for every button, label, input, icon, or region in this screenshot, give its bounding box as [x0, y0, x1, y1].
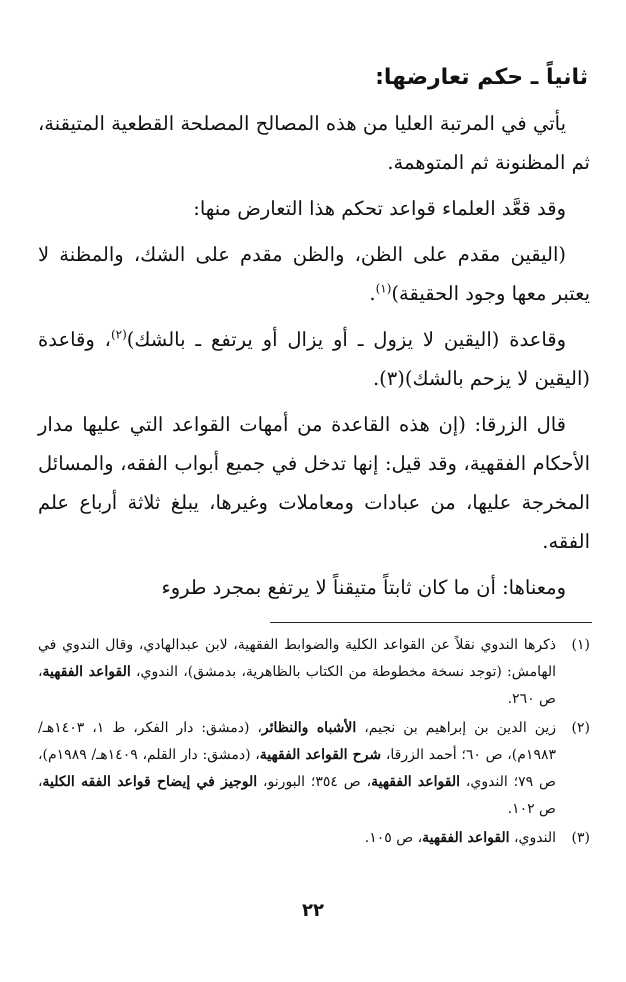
- footnote-number: (٣): [571, 830, 590, 846]
- footnote-2: [38, 715, 590, 823]
- section-heading: ثانياً ـ حكم تعارضها:: [375, 65, 588, 90]
- paragraph-1: يأتي في المرتبة العليا من هذه المصالح المصلحة القطعية المتيقنة، ثم المظنونة ثم المتوهمة.: [38, 112, 590, 174]
- paragraph-2: وقد قعَّد العلماء قواعد تحكم هذا التعارض منها:: [193, 197, 566, 220]
- footnote-number: (٢): [571, 720, 590, 736]
- footnote-ref-2: (٢): [110, 327, 127, 342]
- footnote-divider: [270, 622, 592, 623]
- footnote-text: الندوي، القواعد الفقهية، ص ١٠٥.: [364, 830, 556, 846]
- footnotes: [38, 632, 590, 854]
- footnote-text: ذكرها الندوي نقلاً عن القواعد الكلية والضوابط الفقهية، لابن عبدالهادي، وقال الندوي في الهامش: (توجد نسخة مخطوطة من الكتاب بالظاهرية، بدمشق)، الندوي، القواعد الفقهية، ص ٢٦٠.: [38, 637, 556, 707]
- paragraph-5: قال الزرقا: (إن هذه القاعدة من أمهات القواعد التي عليها مدار الأحكام الفقهية، وقد قيل: إنها تدخل في جميع أبواب الفقه، والمسائل المخرجة عليها، من عبادات ومعاملات وغيرها، يبلغ ثلاثة أرباع علم الفقه.: [38, 413, 590, 553]
- page-body: [38, 58, 590, 614]
- footnote-1: [38, 632, 590, 713]
- page-number: ٢٢: [302, 900, 324, 921]
- footnote-ref-1: (١): [375, 281, 392, 296]
- paragraph-4: وقاعدة (اليقين لا يزول ـ أو يزال أو يرتفع ـ بالشك)$^{(٢)}$، وقاعدة (اليقين لا يزحم بالشك)(٣).: [38, 327, 590, 390]
- footnote-3: [38, 825, 590, 852]
- paragraph-3: (اليقين مقدم على الظن، والظن مقدم على الشك، والمظنة لا يعتبر معها وجود الحقيقة)$^{(١)}$.: [38, 243, 590, 305]
- paragraph-6: ومعناها: أن ما كان ثابتاً متيقناً لا يرتفع بمجرد طروء: [161, 576, 566, 599]
- footnote-text: زين الدين بن إبراهيم بن نجيم، الأشباه والنظائر، (دمشق: دار الفكر، ط ١، ١٤٠٣هـ/ ١٩٨٣م)، ص ٦٠؛ أحمد الزرقا، شرح القواعد الفقهية، (دمشق: دار القلم، ١٤٠٩هـ/ ١٩٨٩م)، ص ٧٩؛ الندوي، القواعد الفقهية، ص ٣٥٤؛ البورنو، الوجيز في إيضاح قواعد الفقه الكلية، ص ١٠٢.: [38, 720, 557, 817]
- footnote-number: (١): [571, 637, 590, 653]
